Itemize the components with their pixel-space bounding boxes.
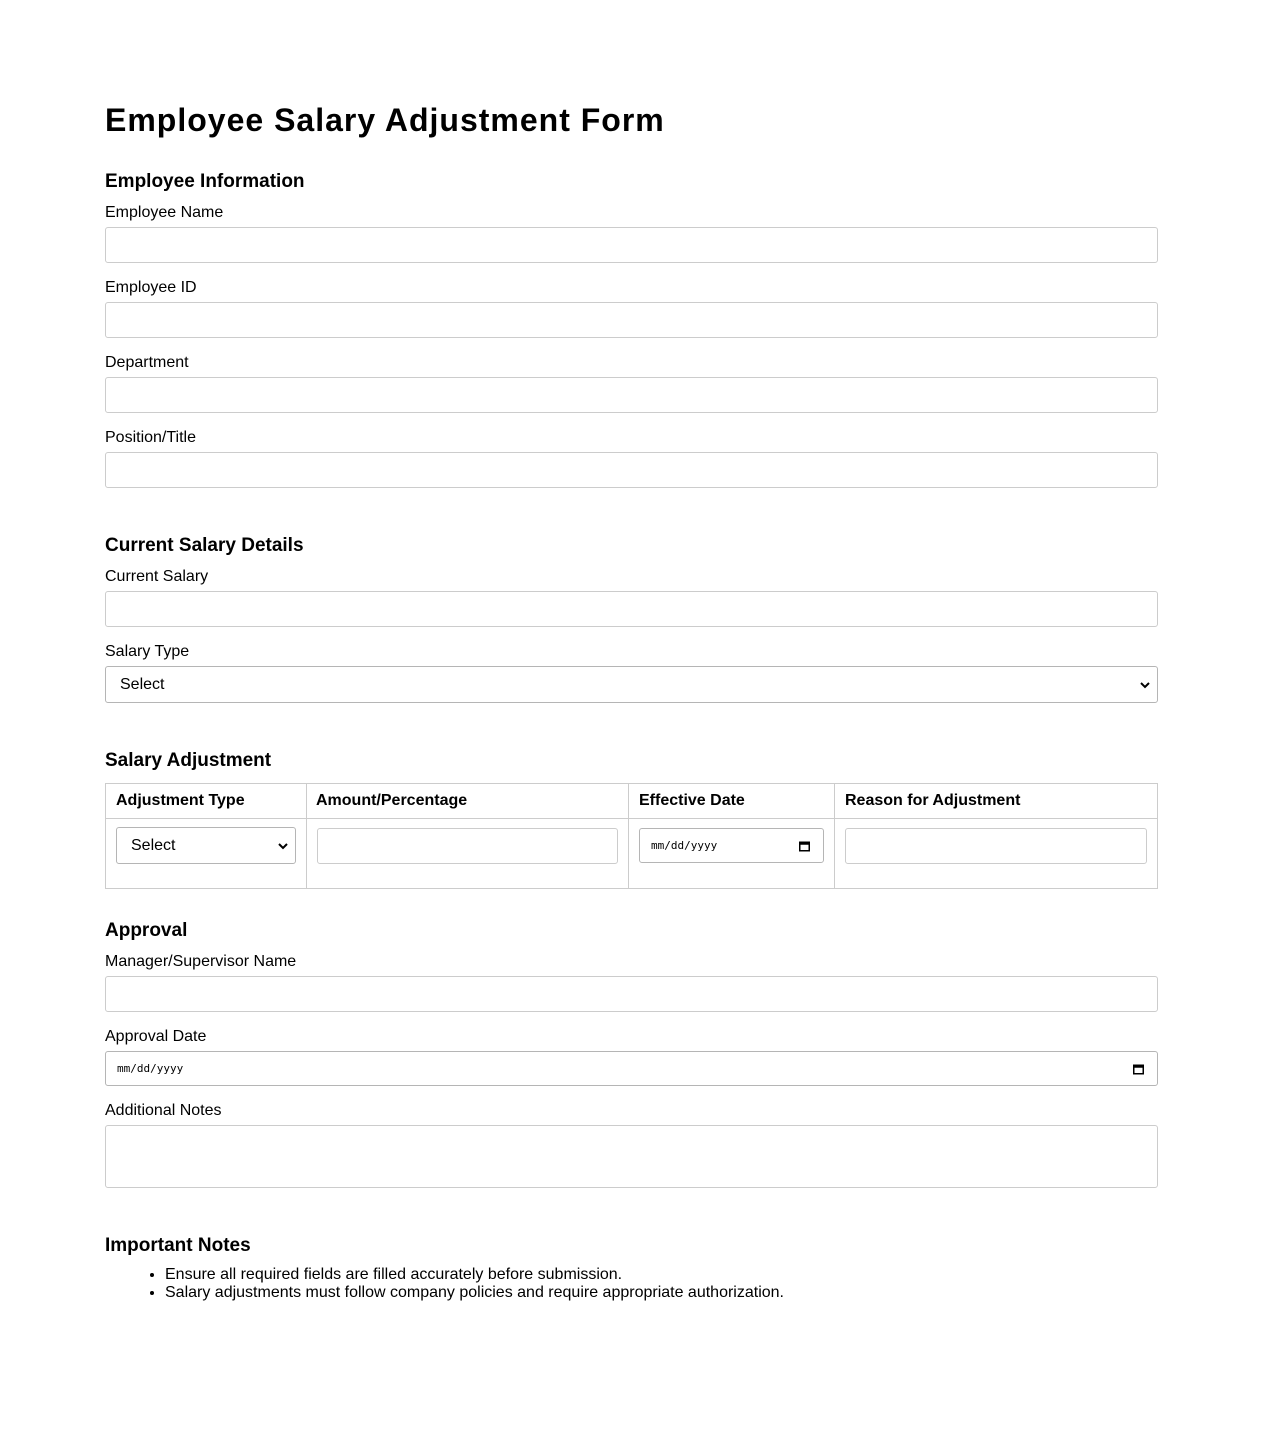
salary-adjustment-table	[105, 783, 1158, 889]
current-salary-heading: Current Salary Details	[105, 535, 304, 556]
calendar-icon[interactable]	[799, 840, 810, 851]
position-title-input[interactable]	[105, 452, 1158, 488]
additional-notes-textarea[interactable]	[105, 1125, 1158, 1188]
additional-notes-label: Additional Notes	[105, 1102, 222, 1119]
chevron-down-icon	[278, 828, 288, 863]
important-notes-heading: Important Notes	[105, 1235, 251, 1256]
adjustment-type-select[interactable]	[116, 827, 296, 864]
approval-heading: Approval	[105, 920, 188, 941]
table-column-divider	[306, 784, 307, 888]
column-header-reason: Reason for Adjustment	[845, 792, 1021, 809]
position-title-label: Position/Title	[105, 429, 196, 446]
effective-date-placeholder: mm/dd/yyyy	[651, 839, 718, 852]
salary-adjustment-heading: Salary Adjustment	[105, 750, 272, 771]
employee-id-input[interactable]	[105, 302, 1158, 338]
reason-for-adjustment-input[interactable]	[845, 828, 1147, 864]
salary-type-select[interactable]	[105, 666, 1158, 703]
department-label: Department	[105, 354, 189, 371]
approval-date-input[interactable]	[105, 1051, 1158, 1086]
chevron-down-icon	[1140, 667, 1150, 702]
effective-date-input[interactable]	[639, 828, 824, 863]
column-header-amount-percentage: Amount/Percentage	[316, 792, 468, 809]
approval-date-label: Approval Date	[105, 1028, 207, 1045]
table-column-divider	[628, 784, 629, 888]
amount-percentage-input[interactable]	[317, 828, 618, 864]
current-salary-label: Current Salary	[105, 568, 209, 585]
employee-id-label: Employee ID	[105, 279, 197, 296]
table-column-divider	[834, 784, 835, 888]
current-salary-input[interactable]	[105, 591, 1158, 627]
column-header-effective-date: Effective Date	[639, 792, 745, 809]
column-header-adjustment-type: Adjustment Type	[116, 792, 245, 809]
employee-name-label: Employee Name	[105, 204, 224, 221]
salary-type-label: Salary Type	[105, 643, 190, 660]
table-header-divider	[106, 818, 1157, 819]
list-item: • Salary adjustments must follow company policies and require appropriate authorization.	[165, 1284, 784, 1302]
department-input[interactable]	[105, 377, 1158, 413]
page-title: Employee Salary Adjustment Form	[105, 102, 665, 138]
adjustment-type-selected-value: Select	[131, 837, 176, 854]
list-item: • Ensure all required fields are filled accurately before submission.	[165, 1266, 784, 1284]
employee-information-heading: Employee Information	[105, 171, 305, 192]
important-notes-list	[105, 1266, 784, 1302]
manager-name-input[interactable]	[105, 976, 1158, 1012]
employee-name-input[interactable]	[105, 227, 1158, 263]
salary-type-selected-value: Select	[120, 676, 165, 693]
manager-name-label: Manager/Supervisor Name	[105, 953, 297, 970]
approval-date-placeholder: mm/dd/yyyy	[117, 1062, 184, 1075]
calendar-icon[interactable]	[1133, 1063, 1144, 1074]
